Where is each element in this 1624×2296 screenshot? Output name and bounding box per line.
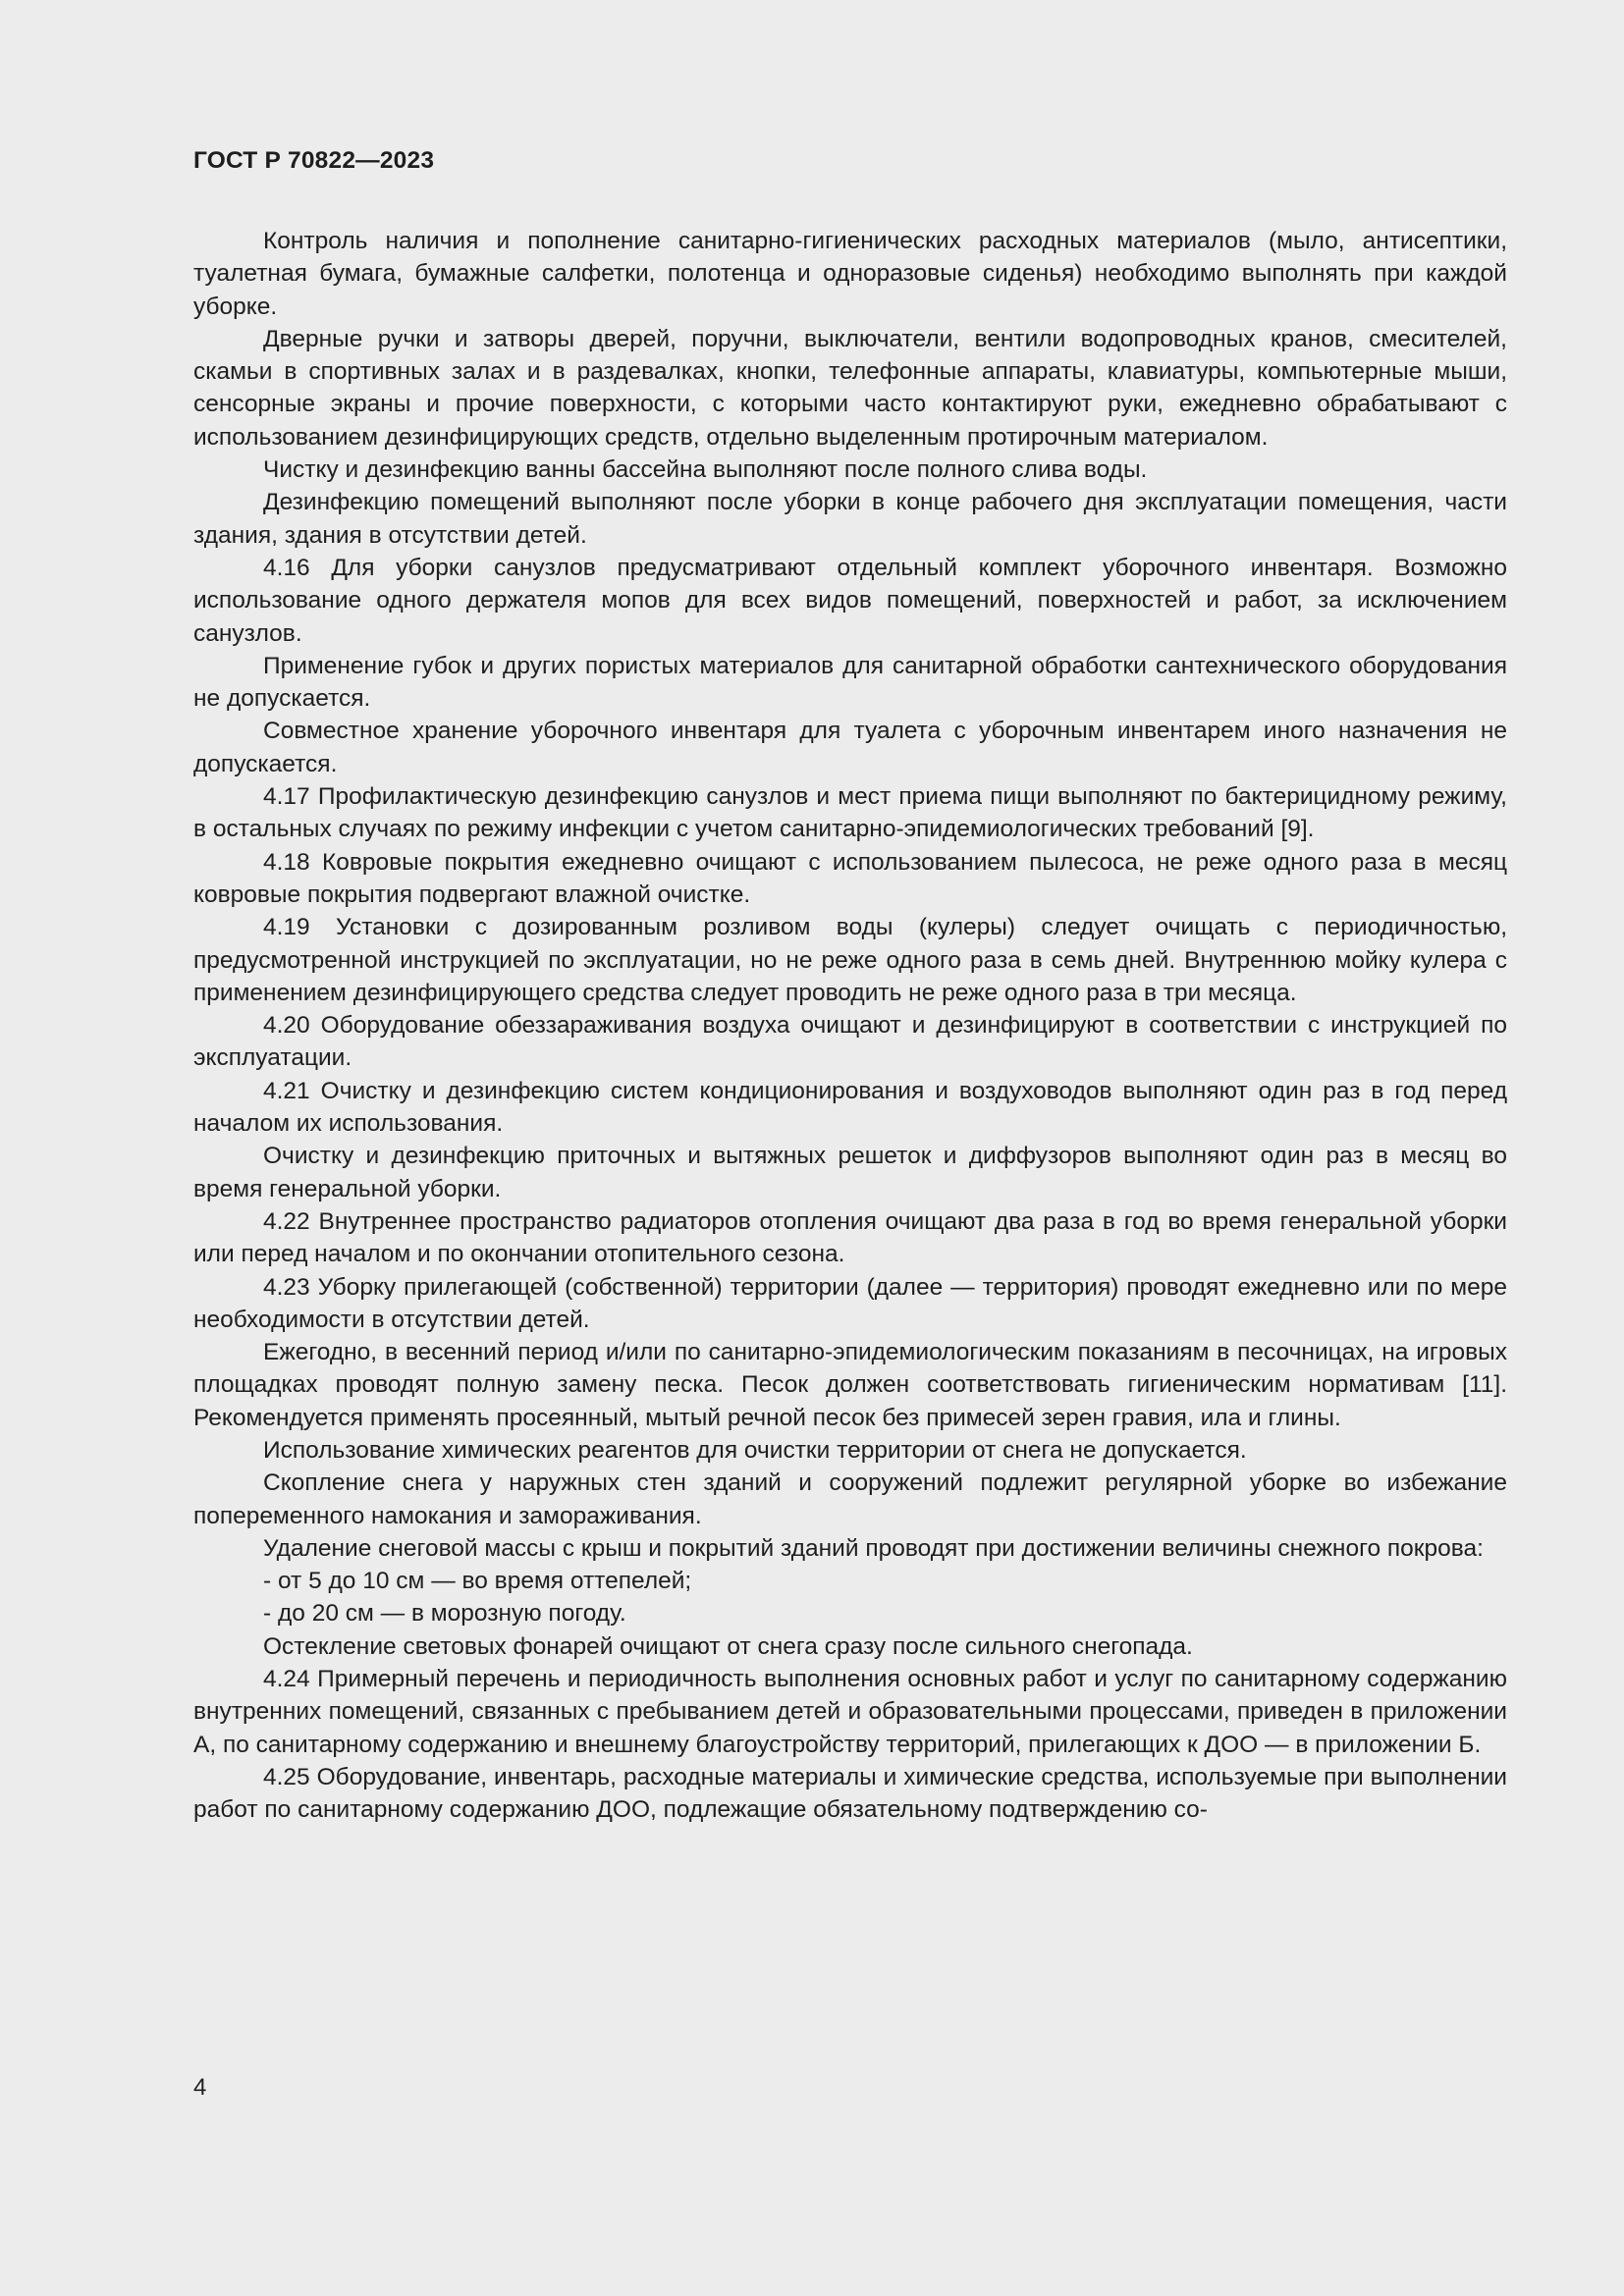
paragraph: Дверные ручки и затворы дверей, поручни, выключатели, вентили водопроводных кранов, смесителей, скамьи в спортивных залах и в раздевалках, кнопки, телефонные аппараты, клавиатуры, компьютерные мыши, сенсорные экраны и прочие поверхности, с которыми часто контактируют руки, ежедневно обрабатывают с использованием дезинфицирующих средств, отдельно выделенным протирочным материалом. — [193, 325, 1507, 451]
clause-4-18: 4.18 Ковровые покрытия ежедневно очищают с использованием пылесоса, не реже одного раза в месяц ковровые покрытия подвергают влажной очистке. — [193, 848, 1507, 908]
paragraph: Ежегодно, в весенний период и/или по санитарно-эпидемиологическим показаниям в песочницах, на игровых площадках проводят полную замену песка. Песок должен соответствовать гигиеническим нормативам [11]. Рекомендуется применять просеянный, мытый речной песок без примесей зерен гравия, ила и глины. — [193, 1339, 1507, 1431]
clause-4-22: 4.22 Внутреннее пространство радиаторов отопления очищают два раза в год во время генеральной уборки или перед началом и по окончании отопительного сезона. — [193, 1207, 1507, 1268]
clause-4-25: 4.25 Оборудование, инвентарь, расходные материалы и химические средства, используемые при выполнении работ по санитарному содержанию ДОО, подлежащие обязательному подтверждению со- — [193, 1763, 1507, 1824]
list-item: - до 20 см — в морозную погоду. — [263, 1600, 626, 1628]
paragraph: Чистку и дезинфекцию ванны бассейна выполняют после полного слива воды. — [263, 456, 1148, 484]
clause-4-20: 4.20 Оборудование обеззараживания воздуха очищают и дезинфицируют в соответствии с инструкцией по эксплуатации. — [193, 1012, 1507, 1072]
document-code-header: ГОСТ Р 70822—2023 — [193, 147, 435, 174]
list-item: - от 5 до 10 см — во время оттепелей; — [263, 1568, 692, 1595]
paragraph: Остекление световых фонарей очищают от снега сразу после сильного снегопада. — [263, 1632, 1193, 1660]
paragraph: Дезинфекцию помещений выполняют после уборки в конце рабочего дня эксплуатации помещения, части здания, здания в отсутствии детей. — [193, 489, 1507, 549]
paragraph: Очистку и дезинфекцию приточных и вытяжных решеток и диффузоров выполняют один раз в месяц во время генеральной уборки. — [193, 1143, 1507, 1202]
paragraph: Скопление снега у наружных стен зданий и сооружений подлежит регулярной уборке во избежание попеременного намокания и замораживания. — [193, 1469, 1507, 1529]
clause-4-19: 4.19 Установки с дозированным розливом воды (кулеры) следует очищать с периодичностью, предусмотренной инструкцией по эксплуатации, но не реже одного раза в семь дней. Внутреннюю мойку кулера с применением дезинфицирующего средства следует проводить не реже одного раза в три месяца. — [193, 914, 1507, 1006]
paragraph: Использование химических реагентов для очистки территории от снега не допускается. — [263, 1436, 1247, 1464]
clause-4-16: 4.16 Для уборки санузлов предусматривают отдельный комплект уборочного инвентаря. Возможно использование одного держателя мопов для всех видов помещений, поверхностей и работ, за исключением санузлов. — [193, 554, 1507, 647]
paragraph: Совместное хранение уборочного инвентаря для туалета с уборочным инвентарем иного назначения не допускается. — [193, 718, 1507, 777]
paragraph: Контроль наличия и пополнение санитарно-гигиенических расходных материалов (мыло, антисептики, туалетная бумага, бумажные салфетки, полотенца и одноразовые сиденья) необходимо выполнять при каждой уборке. — [193, 228, 1507, 320]
clause-4-17: 4.17 Профилактическую дезинфекцию санузлов и мест приема пищи выполняют по бактерицидному режиму, в остальных случаях по режиму инфекции с учетом санитарно-эпидемиологических требований [9]. — [193, 783, 1507, 843]
clause-4-23: 4.23 Уборку прилегающей (собственной) территории (далее — территория) проводят ежедневно или по мере необходимости в отсутствии детей. — [193, 1273, 1507, 1333]
clause-4-24: 4.24 Примерный перечень и периодичность выполнения основных работ и услуг по санитарному содержанию внутренних помещений, связанных с пребыванием детей и образовательными процессами, приведен в приложении А, по санитарному содержанию и внешнему благоустройству территорий, прилегающих к ДОО — в приложении Б. — [193, 1666, 1507, 1758]
paragraph: Применение губок и других пористых материалов для санитарной обработки сантехнического оборудования не допускается. — [193, 652, 1507, 713]
page-number: 4 — [193, 2074, 207, 2101]
paragraph: Удаление снеговой массы с крыш и покрытий зданий проводят при достижении величины снежного покрова: — [263, 1534, 1484, 1562]
document-body — [193, 225, 1507, 1827]
clause-4-21: 4.21 Очистку и дезинфекцию систем кондиционирования и воздуховодов выполняют один раз в год перед началом их использования. — [193, 1077, 1507, 1138]
